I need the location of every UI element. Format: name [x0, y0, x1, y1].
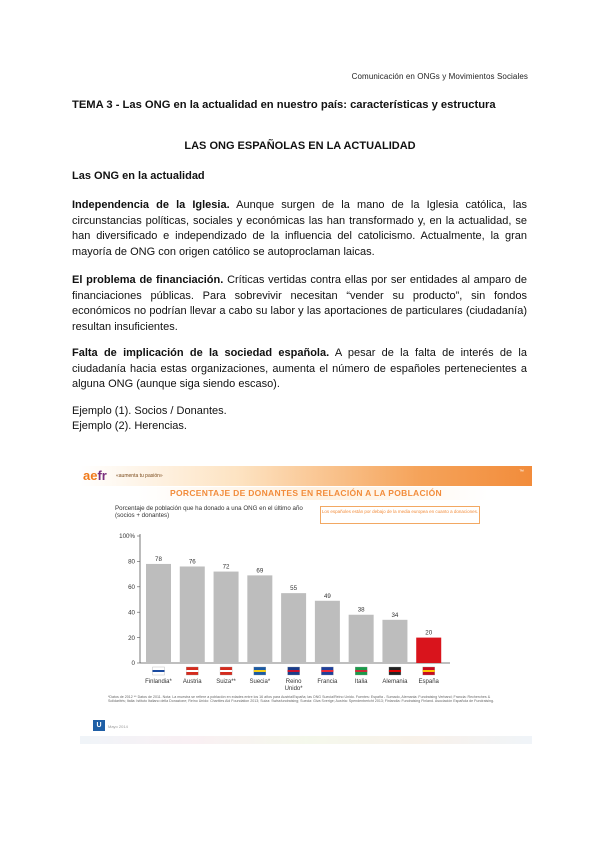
category-label: España — [418, 679, 439, 685]
flag-stripe-icon — [288, 670, 300, 672]
example-1: Ejemplo (1). Socios / Donantes. — [72, 405, 227, 417]
bar-value-label: 38 — [357, 606, 365, 614]
bar-chart — [80, 466, 532, 696]
bar — [247, 575, 272, 663]
paragraph-body: Críticas vertidas contra ellas por ser entidades al amparo de financiaciones públicas. Para sobrevivir necesitan “vender su producto”, sin fondos económicos no podrían llevar a cabo su labor y las aportaciones de particulares (ciudadanía) resultan insuficientes. — [72, 274, 527, 333]
flag-stripe-icon — [152, 670, 164, 672]
paragraph-body: Aunque surgen de la mano de la Iglesia católica, las circunstancias políticas, sociales y económicas las han transformado y, en la actualidad, se han diversificado e independizado de la influencia del catolicismo. Actualmente, la gran mayoría de ONG con origen católico se autoproclaman laicas. — [72, 199, 527, 258]
bar-value-label: 69 — [256, 567, 264, 575]
slide-tagline: «aumenta tu pasión» — [116, 473, 163, 479]
chart-title: PORCENTAJE DE DONANTES EN RELACIÓN A LA POBLACIÓN — [170, 488, 442, 498]
page-title: LAS ONG ESPAÑOLAS EN LA ACTUALIDAD — [184, 140, 416, 152]
bar-value-label: 78 — [155, 555, 162, 563]
y-tick-label: 60 — [128, 584, 135, 591]
bar-value-label: 34 — [391, 611, 399, 619]
chart-footnote: *Datos de 2012 ** Datos de 2011. Nota: La muestra se refiere a población en edades entre los 16 años para Austria/España; las ONG Suecia/Reino Unido. Fuentes: España - Sumado, Alemania: Fundraising Verband; Francia: Recherches & Solidarités; Italia: Istituto Italiano della Donazione; Reino Unido: Charities Aid Foundation 2013; Suiza: Swissfundraising; Suecia: Giva Sverige; Austria: Spendenbericht 2013; Finlandia: Fundraising Finland. Asociación Española de Fundraising. — [108, 695, 494, 704]
category-label: Francia — [317, 679, 338, 685]
flag-stripe-icon — [186, 670, 198, 672]
y-tick-label: 100% — [119, 533, 135, 541]
flag-stripe-icon — [254, 670, 266, 672]
bar — [315, 601, 340, 663]
bar — [382, 620, 407, 663]
category-label: Finlandia* — [145, 679, 172, 685]
section-title: Las ONG en la actualidad — [72, 170, 205, 182]
footer-date: Mayo 2014 — [108, 724, 128, 729]
logo-accent-text: fr — [97, 468, 107, 483]
category-label: Unido* — [284, 686, 303, 692]
flag-stripe-icon — [321, 670, 333, 672]
category-label: Suecia* — [249, 679, 271, 685]
category-label: Alemania — [382, 679, 408, 685]
y-tick-label: 0 — [131, 660, 135, 668]
bar — [281, 593, 306, 663]
chart-note-box: Los españoles están por debajo de la media europea en cuanto a donaciones. — [320, 506, 480, 524]
paragraph-lead: El problema de financiación. — [72, 274, 224, 286]
paragraph-lead: Independencia de la Iglesia. — [72, 199, 230, 211]
category-label: Italia — [354, 679, 368, 685]
bar-value-label: 55 — [290, 585, 298, 593]
bar — [214, 572, 239, 663]
chart-y-label: Porcentaje de población que ha donado a una ONG en el último año (socios + donantes) — [115, 505, 303, 519]
topic-heading: TEMA 3 - Las ONG en la actualidad en nuestro país: características y estructura — [72, 99, 496, 111]
category-label: Reino — [285, 679, 302, 685]
embedded-chart-slide — [80, 466, 532, 744]
bar-value-label: 76 — [188, 558, 196, 566]
bar — [146, 564, 171, 663]
paragraph-social-involvement — [72, 346, 527, 393]
paragraph-body: A pesar de la falta de interés de la ciudadanía hacia estas organizaciones, aumenta el número de españoles pertenecientes a alguna ONG (aunque siga siendo escaso). — [72, 347, 527, 390]
bar-value-label: 72 — [222, 563, 230, 571]
bar — [180, 566, 205, 663]
running-header: Comunicación en ONGs y Movimientos Sociales — [351, 72, 528, 81]
bar-value-label: 49 — [323, 592, 331, 600]
flag-stripe-icon — [220, 670, 232, 672]
bar — [349, 615, 374, 663]
bar — [416, 638, 441, 663]
category-label: Austria — [182, 679, 202, 685]
category-label: Suiza** — [216, 679, 236, 685]
bar-value-label: 20 — [425, 629, 433, 637]
paragraph-lead: Falta de implicación de la sociedad española. — [72, 347, 330, 359]
paragraph-church-independence — [72, 198, 527, 260]
example-2: Ejemplo (2). Herencias. — [72, 420, 187, 432]
trademark-mark: ™ — [519, 469, 524, 475]
footer-logo-icon: U — [93, 720, 105, 731]
y-tick-label: 80 — [128, 558, 135, 566]
flag-stripe-icon — [355, 670, 367, 672]
y-tick-label: 20 — [128, 634, 135, 642]
flag-stripe-icon — [423, 670, 435, 672]
flag-stripe-icon — [389, 670, 401, 672]
logo-main-text: ae — [83, 468, 98, 483]
paragraph-funding-problem — [72, 273, 527, 335]
footer-decoration-bar — [80, 736, 532, 744]
y-tick-label: 40 — [128, 609, 135, 617]
